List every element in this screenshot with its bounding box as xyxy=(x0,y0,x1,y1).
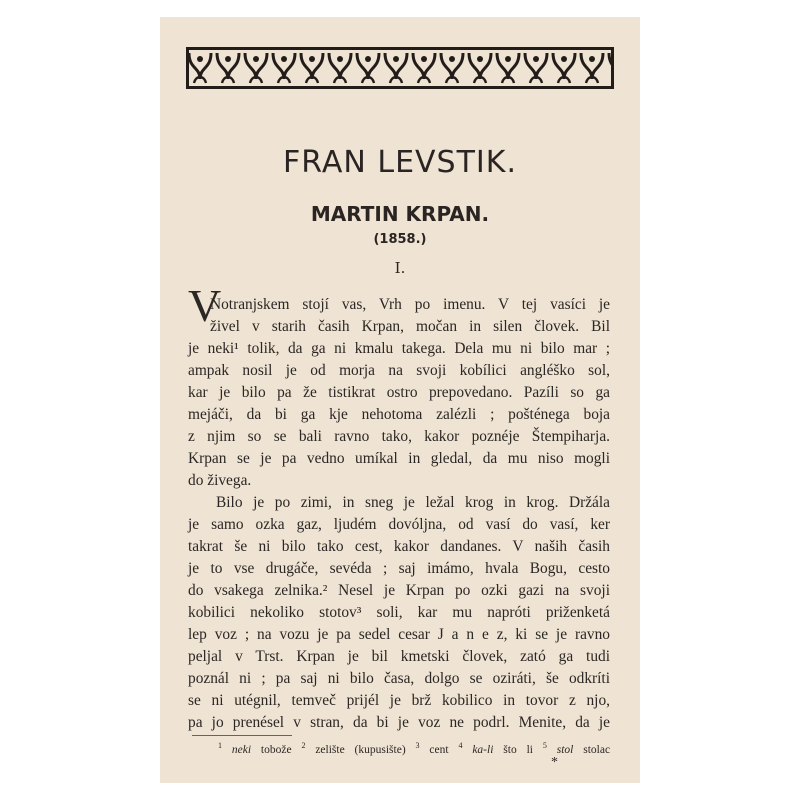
footnote-term: neki xyxy=(231,743,252,756)
footnote-number: 5 xyxy=(542,741,547,750)
text-line: je to vse drugáče, sevéda ; saj imámo, hvala Bogu, cesto xyxy=(188,560,610,577)
text-line: pa jo prenésel v stran, da bi je voz ne podrl. Menite, da je xyxy=(188,714,610,731)
signature-mark: * xyxy=(551,755,558,770)
text-line: takrat še ni bilo tako cest, kakor dandanes. V naših časih xyxy=(188,538,610,555)
text-line: je samo ozka gaz, ljudém dovóljna, od vasí do vasí, ker xyxy=(188,516,610,533)
drop-cap-letter: V xyxy=(188,280,222,331)
text-line: se ni utégnil, temveč prijél je brž kobilico in tovor z njo, xyxy=(188,692,610,709)
text-line: mejáči, da bi ga kje nehotoma zalézli ; pošténega boja xyxy=(188,406,610,423)
text-line: je neki¹ tolik, da ga ni kmalu takega. Dela mu ni bilo mar ; xyxy=(188,340,610,357)
author-name: FRAN LEVSTIK. xyxy=(282,145,517,180)
text-line: lep voz ; na vozu je pa sedel cesar J a n e z, ki se je ravno xyxy=(188,626,610,643)
text-line: ampak nosil je od morja na svoji kobílici angléško sol, xyxy=(188,362,610,379)
footnote-meaning: stolac xyxy=(583,743,611,756)
footnote-number: 4 xyxy=(458,741,463,750)
text-line: kar je bilo pa že tistikrat ostro prepovedano. Pazíli so ga xyxy=(188,384,610,401)
text-line: poznál ni ; pa saj ni bilo časa, dolgo se oziráti, še odkríti xyxy=(188,670,610,687)
footnote-meaning: cent xyxy=(429,743,449,756)
chapter-number: I. xyxy=(394,259,406,277)
text-line: živel v starih časih Krpan, močan in silen človek. Bil xyxy=(210,318,610,335)
footnote-number: 1 xyxy=(218,741,222,750)
text-line: Krpan se je pa vedno umíkal in gledal, da mu niso mogli xyxy=(188,450,610,467)
text-line: Bilo je po zimi, in sneg je ležal krog in krog. Držála xyxy=(216,494,610,511)
footnote-meaning: tobože xyxy=(260,743,292,756)
text-line: do živega. xyxy=(188,472,252,489)
footnote-term: ka-li xyxy=(472,743,494,756)
footnotes xyxy=(218,736,610,756)
text-line: peljal v Trst. Krpan je bil kmetski človek, zató ga tudi xyxy=(188,648,610,665)
text-line: z njim so se bali ravno tako, kakor poznéje Štempiharja. xyxy=(188,428,610,445)
footnote-4 xyxy=(458,741,542,756)
footnote-1 xyxy=(218,741,301,756)
footnote-3 xyxy=(415,741,459,756)
footnote-number: 2 xyxy=(301,741,306,750)
footnote-meaning: što li xyxy=(503,743,533,756)
work-year: (1858.) xyxy=(373,232,427,247)
footnote-2 xyxy=(301,741,415,756)
ornamental-border xyxy=(186,47,614,89)
footnote-term: stol xyxy=(556,743,574,756)
text-line: Notranjskem stojí vas, Vrh po imenu. V tej vasíci je xyxy=(210,296,610,313)
text-line: kobilici nekoliko stotov³ soli, kar mu napróti priženketá xyxy=(188,604,610,621)
book-page xyxy=(160,17,640,783)
work-title: MARTIN KRPAN. xyxy=(310,202,490,226)
footnote-meaning: zelište (kupusište) xyxy=(315,743,406,756)
footnote-number: 3 xyxy=(415,741,420,750)
text-line: do vsakega zelnika.² Nesel je Krpan po ozki gazi na svoji xyxy=(188,582,610,599)
